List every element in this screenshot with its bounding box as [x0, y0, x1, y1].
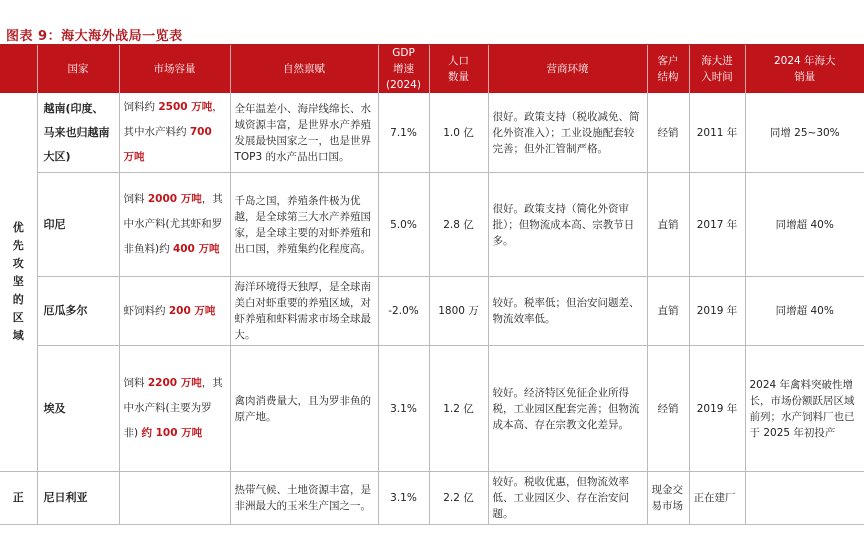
entry-cell: 2019 年 — [689, 346, 745, 472]
population-cell: 1.2 亿 — [429, 346, 488, 472]
header-endowment: 自然禀赋 — [230, 45, 378, 93]
country-cell: 越南(印度、马来也归越南大区) — [37, 93, 119, 173]
entry-cell: 2019 年 — [689, 277, 745, 346]
market-text: 虾饲料约 — [123, 304, 169, 317]
population-cell: 2.2 亿 — [429, 472, 488, 525]
market-text: ，其中水产料约 — [123, 101, 223, 138]
gdp-cell: 7.1% — [378, 93, 429, 173]
business-cell: 较好。税收优惠，但物流效率低、工业园区少、存在治安问题。 — [488, 472, 647, 525]
market-text: ，其中水产料(尤其虾和罗非鱼料)约 — [123, 193, 223, 255]
market-text: 饲料 — [123, 377, 148, 389]
gdp-cell: 5.0% — [378, 173, 429, 277]
customer-cell: 直销 — [647, 277, 689, 346]
entry-cell: 2017 年 — [689, 173, 745, 277]
market-cell — [119, 93, 230, 173]
entry-cell: 正在建厂 — [689, 472, 745, 525]
market-highlight: 200 万吨 — [168, 304, 216, 317]
customer-cell: 现金交易市场 — [647, 472, 689, 525]
sales-cell: 2024 年禽料突破性增长，市场份额跃居区域前列；水产饲料厂也已于 2025 年初投产 — [745, 346, 864, 472]
country-cell: 厄瓜多尔 — [37, 277, 119, 346]
overseas-table — [0, 45, 864, 525]
header-population: 人口 数量 — [429, 45, 488, 93]
country-cell: 尼日利亚 — [37, 472, 119, 525]
country-cell: 埃及 — [37, 346, 119, 472]
business-cell: 较好。经济特区免征企业所得税，工业园区配套完善；但物流成本高、存在宗教文化差异。 — [488, 346, 647, 472]
market-cell — [119, 173, 230, 277]
header-region — [0, 45, 37, 93]
header-country: 国家 — [37, 45, 119, 93]
region-next: 正 — [0, 472, 37, 525]
sales-cell: 同增 25~30% — [745, 93, 864, 173]
population-cell: 1800 万 — [429, 277, 488, 346]
business-cell: 较好。税率低；但治安问题差、物流效率低。 — [488, 277, 647, 346]
endowment-cell: 千岛之国，养殖条件极为优越，是全球第三大水产养殖国家，是全球主要的对虾养殖和出口国，养殖集约化程度高。 — [230, 173, 378, 277]
table-row — [0, 277, 864, 346]
header-gdp: GDP 增速 (2024) — [378, 45, 429, 93]
business-cell: 很好。政策支持（税收减免、简化外资准入）；工业设施配套较完善；但外汇管制严格。 — [488, 93, 647, 173]
header-row — [0, 45, 864, 93]
customer-cell: 直销 — [647, 173, 689, 277]
country-cell: 印尼 — [37, 173, 119, 277]
page-title: 图表 9：海大海外战局一览表 — [6, 29, 183, 44]
table-row — [0, 173, 864, 277]
header-entry: 海大进 入时间 — [689, 45, 745, 93]
gdp-cell: 3.1% — [378, 472, 429, 525]
endowment-cell: 热带气候、土地资源丰富，是非洲最大的玉米生产国之一。 — [230, 472, 378, 525]
customer-cell: 经销 — [647, 93, 689, 173]
sales-cell: 同增超 40% — [745, 173, 864, 277]
table-row — [0, 472, 864, 525]
endowment-cell: 海洋环境得天独厚，是全球南美白对虾重要的养殖区域，对虾养殖和虾料需求市场全球最大。 — [230, 277, 378, 346]
endowment-cell: 全年温差小、海岸线绵长、水域资源丰富，是世界水产养殖发展最快国家之一，也是世界 TOP3 的水产品出口国。 — [230, 93, 378, 173]
entry-cell: 2011 年 — [689, 93, 745, 173]
market-text: 饲料约 — [123, 101, 159, 113]
gdp-cell: 3.1% — [378, 346, 429, 472]
region-priority: 优先攻坚的区域 — [0, 93, 37, 472]
market-highlight: 2500 万吨 — [158, 101, 213, 113]
market-highlight: 700 万吨 — [123, 126, 212, 163]
table-row — [0, 93, 864, 173]
header-business: 营商环境 — [488, 45, 647, 93]
customer-cell: 经销 — [647, 346, 689, 472]
population-cell: 1.0 亿 — [429, 93, 488, 173]
market-highlight: 2000 万吨 — [147, 193, 202, 205]
market-cell — [119, 346, 230, 472]
market-highlight: 400 万吨 — [172, 243, 220, 255]
header-sales: 2024 年海大 销量 — [745, 45, 864, 93]
gdp-cell: -2.0% — [378, 277, 429, 346]
market-highlight: 约 100 万吨 — [141, 427, 203, 439]
market-highlight: 2200 万吨 — [147, 377, 202, 389]
endowment-cell: 禽肉消费量大，且为罗非鱼的原产地。 — [230, 346, 378, 472]
header-customer: 客户 结构 — [647, 45, 689, 93]
market-cell — [119, 277, 230, 346]
table-row — [0, 346, 864, 472]
market-text: ，其中水产料(主要为罗非) — [123, 377, 223, 439]
market-text: 饲料 — [123, 193, 148, 205]
sales-cell: 同增超 40% — [745, 277, 864, 346]
population-cell: 2.8 亿 — [429, 173, 488, 277]
sales-cell — [745, 472, 864, 525]
header-market: 市场容量 — [119, 45, 230, 93]
market-cell — [119, 472, 230, 525]
business-cell: 很好。政策支持（简化外资审批）；但物流成本高、宗教节日多。 — [488, 173, 647, 277]
